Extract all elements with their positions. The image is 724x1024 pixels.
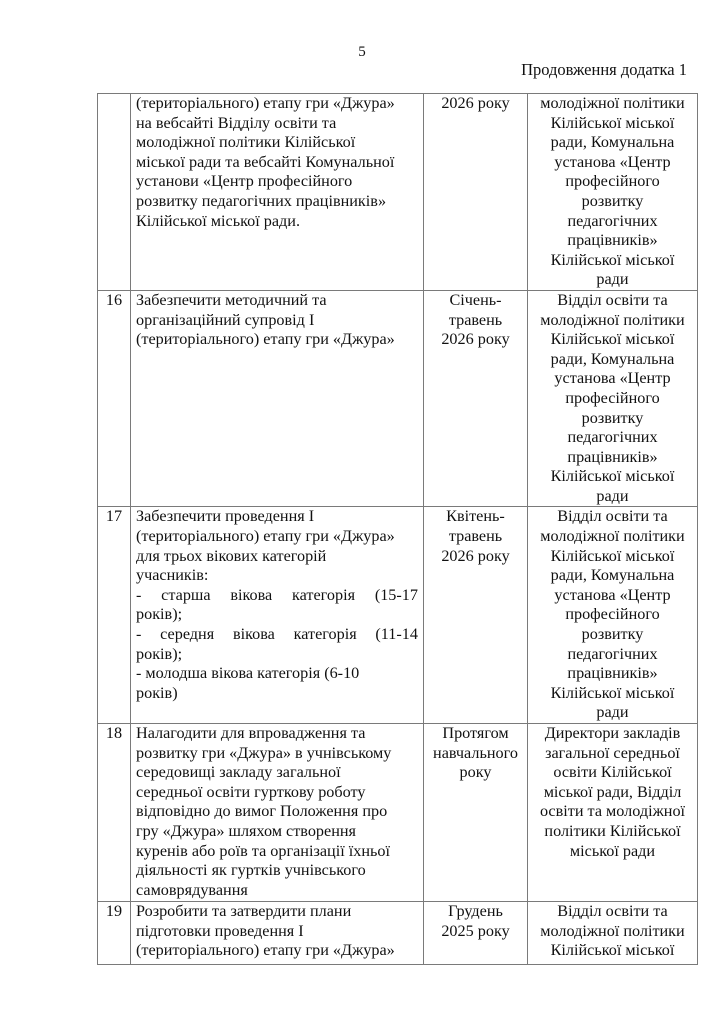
responsible-cell: [528, 507, 698, 724]
task-cell-line: відповідно до вимог Положення про: [136, 802, 388, 821]
task-cell-line: - молодша вікова категорія (6-10: [136, 664, 360, 683]
responsible-cell-line: Відділ освіти та: [557, 902, 668, 920]
task-cell-line: організаційний супровід І: [136, 310, 315, 329]
responsible-cell-line: розвитку: [581, 408, 644, 427]
responsible-cell-line: розвитку: [581, 191, 644, 210]
responsible-cell-line: професійного: [565, 605, 660, 624]
term-cell-line: 2026 року: [441, 330, 510, 349]
table-row: [98, 290, 698, 507]
responsible-cell-line: розвитку: [581, 625, 644, 644]
responsible-cell-line: міської ради, Відділ: [543, 782, 682, 801]
task-cell-line: Налагодити для впровадження та: [136, 724, 366, 742]
responsible-cell-line: молодіжної політики: [540, 310, 685, 329]
responsible-cell-line: молодіжної політики: [540, 94, 685, 112]
task-cell-line: підготовки проведення І: [136, 921, 304, 940]
table-row: [98, 507, 698, 724]
responsible-cell-line: політики Кілійської: [544, 821, 681, 840]
responsible-cell-line: загальної середньої: [545, 743, 680, 762]
task-cell: [131, 724, 424, 902]
task-cell-line: (територіального) етапу гри «Джура»: [136, 330, 395, 349]
responsible-cell-line: працівників»: [567, 231, 658, 250]
task-cell-line: (територіального) етапу гри «Джура»: [136, 527, 395, 546]
task-cell-line: діяльності як гуртків учнівського: [136, 861, 366, 880]
term-cell-line: Протягом: [442, 724, 509, 742]
task-cell-line: учасників:: [136, 566, 209, 585]
responsible-cell-line: ради: [596, 486, 629, 505]
responsible-cell-line: Директори закладів: [544, 724, 681, 742]
task-cell-line: років);: [136, 605, 183, 624]
task-cell-line: - середня вікова категорія (11-14: [136, 625, 418, 644]
responsible-cell-line: педагогічних: [567, 211, 658, 230]
row-number: 17: [98, 507, 131, 724]
task-cell-line: молодіжної політики Кілійської: [136, 133, 356, 152]
term-cell: [424, 94, 528, 291]
page-number: 5: [358, 44, 366, 60]
responsible-cell-line: Відділ освіти та: [557, 290, 668, 309]
responsible-cell-line: міської ради: [569, 841, 656, 860]
action-plan-table: [97, 93, 698, 965]
responsible-cell-line: молодіжної політики: [540, 527, 685, 546]
term-cell: [424, 507, 528, 724]
responsible-cell-line: Кілійської міської: [550, 683, 675, 702]
task-cell-line: установи «Центр професійного: [136, 172, 353, 191]
task-cell-line: розвитку гри «Джура» в учнівському: [136, 743, 392, 762]
task-cell-line: (територіального) етапу гри «Джура»: [136, 941, 395, 960]
responsible-cell-line: молодіжної політики: [540, 921, 685, 940]
row-number: 18: [98, 724, 131, 902]
task-cell: [131, 290, 424, 507]
term-cell-line: 2026 року: [441, 546, 510, 565]
task-cell-line: Забезпечити проведення І: [136, 507, 315, 526]
responsible-cell-line: педагогічних: [567, 644, 658, 663]
term-cell-line: травень: [448, 310, 503, 329]
row-number: 16: [98, 290, 131, 507]
responsible-cell-line: Кілійської міської: [550, 546, 675, 565]
responsible-cell: [528, 290, 698, 507]
term-cell-line: навчального: [433, 743, 518, 762]
responsible-cell-line: ради: [596, 703, 629, 722]
task-cell: [131, 902, 424, 965]
task-cell-line: років);: [136, 644, 183, 663]
responsible-cell-line: Кілійської міської: [550, 330, 675, 349]
responsible-cell: [528, 724, 698, 902]
term-cell-line: Січень-: [449, 290, 502, 309]
responsible-cell-line: Кілійської міської: [550, 113, 675, 132]
task-cell-line: розвитку педагогічних працівників»: [136, 191, 387, 210]
task-cell-line: на вебсайті Відділу освіти та: [136, 113, 337, 132]
term-cell-line: травень: [448, 527, 503, 546]
responsible-cell-line: працівників»: [567, 664, 658, 683]
table-row: [98, 902, 698, 965]
term-cell-line: 2026 року: [441, 94, 510, 112]
responsible-cell-line: ради, Комунальна: [550, 133, 675, 152]
responsible-cell-line: установа «Центр: [554, 152, 671, 171]
task-cell-line: куренів або роїв та організації їхньої: [136, 841, 390, 860]
responsible-cell-line: Кілійської міської: [550, 250, 675, 269]
responsible-cell-line: професійного: [565, 172, 660, 191]
responsible-cell-line: освіти та молодіжної: [539, 802, 686, 821]
task-cell-line: (територіального) етапу гри «Джура»: [136, 94, 395, 112]
task-cell-line: міської ради та вебсайті Комунальної: [136, 152, 395, 171]
responsible-cell-line: ради, Комунальна: [550, 349, 675, 368]
responsible-cell-line: професійного: [565, 388, 660, 407]
responsible-cell: [528, 94, 698, 291]
responsible-cell-line: Кілійської міської: [550, 467, 675, 486]
responsible-cell-line: установа «Центр: [554, 585, 671, 604]
term-cell: [424, 902, 528, 965]
responsible-cell-line: установа «Центр: [554, 369, 671, 388]
row-number: [98, 94, 131, 291]
responsible-cell-line: ради: [596, 270, 629, 289]
term-cell: [424, 290, 528, 507]
responsible-cell-line: ради, Комунальна: [550, 566, 675, 585]
responsible-cell: [528, 902, 698, 965]
task-cell: [131, 507, 424, 724]
term-cell-line: Грудень: [448, 902, 503, 920]
continuation-label: Продовження додатка 1: [521, 60, 687, 79]
term-cell-line: Квітень-: [446, 507, 505, 526]
table-row: [98, 724, 698, 902]
task-cell-line: середовищі закладу загальної: [136, 763, 341, 782]
table-row: [98, 94, 698, 291]
task-cell: [131, 94, 424, 291]
term-cell: [424, 724, 528, 902]
row-number: 19: [98, 902, 131, 965]
task-cell-line: самоврядування: [136, 880, 248, 899]
responsible-cell-line: Відділ освіти та: [557, 507, 668, 526]
task-cell-line: середньої освіти гурткову роботу: [136, 782, 366, 801]
task-cell-line: років): [136, 683, 178, 702]
task-cell-line: гру «Джура» шляхом створення: [136, 821, 356, 840]
task-cell-line: Розробити та затвердити плани: [136, 902, 352, 920]
task-cell-line: для трьох вікових категорій: [136, 546, 327, 565]
responsible-cell-line: працівників»: [567, 447, 658, 466]
term-cell-line: року: [459, 763, 492, 782]
responsible-cell-line: Кілійської міської: [550, 941, 675, 960]
task-cell-line: - старша вікова категорія (15-17: [136, 585, 418, 604]
responsible-cell-line: педагогічних: [567, 428, 658, 447]
term-cell-line: 2025 року: [441, 921, 510, 940]
task-cell-line: Кілійської міської ради.: [136, 211, 300, 230]
responsible-cell-line: освіти Кілійської: [553, 763, 672, 782]
task-cell-line: Забезпечити методичний та: [136, 290, 327, 309]
